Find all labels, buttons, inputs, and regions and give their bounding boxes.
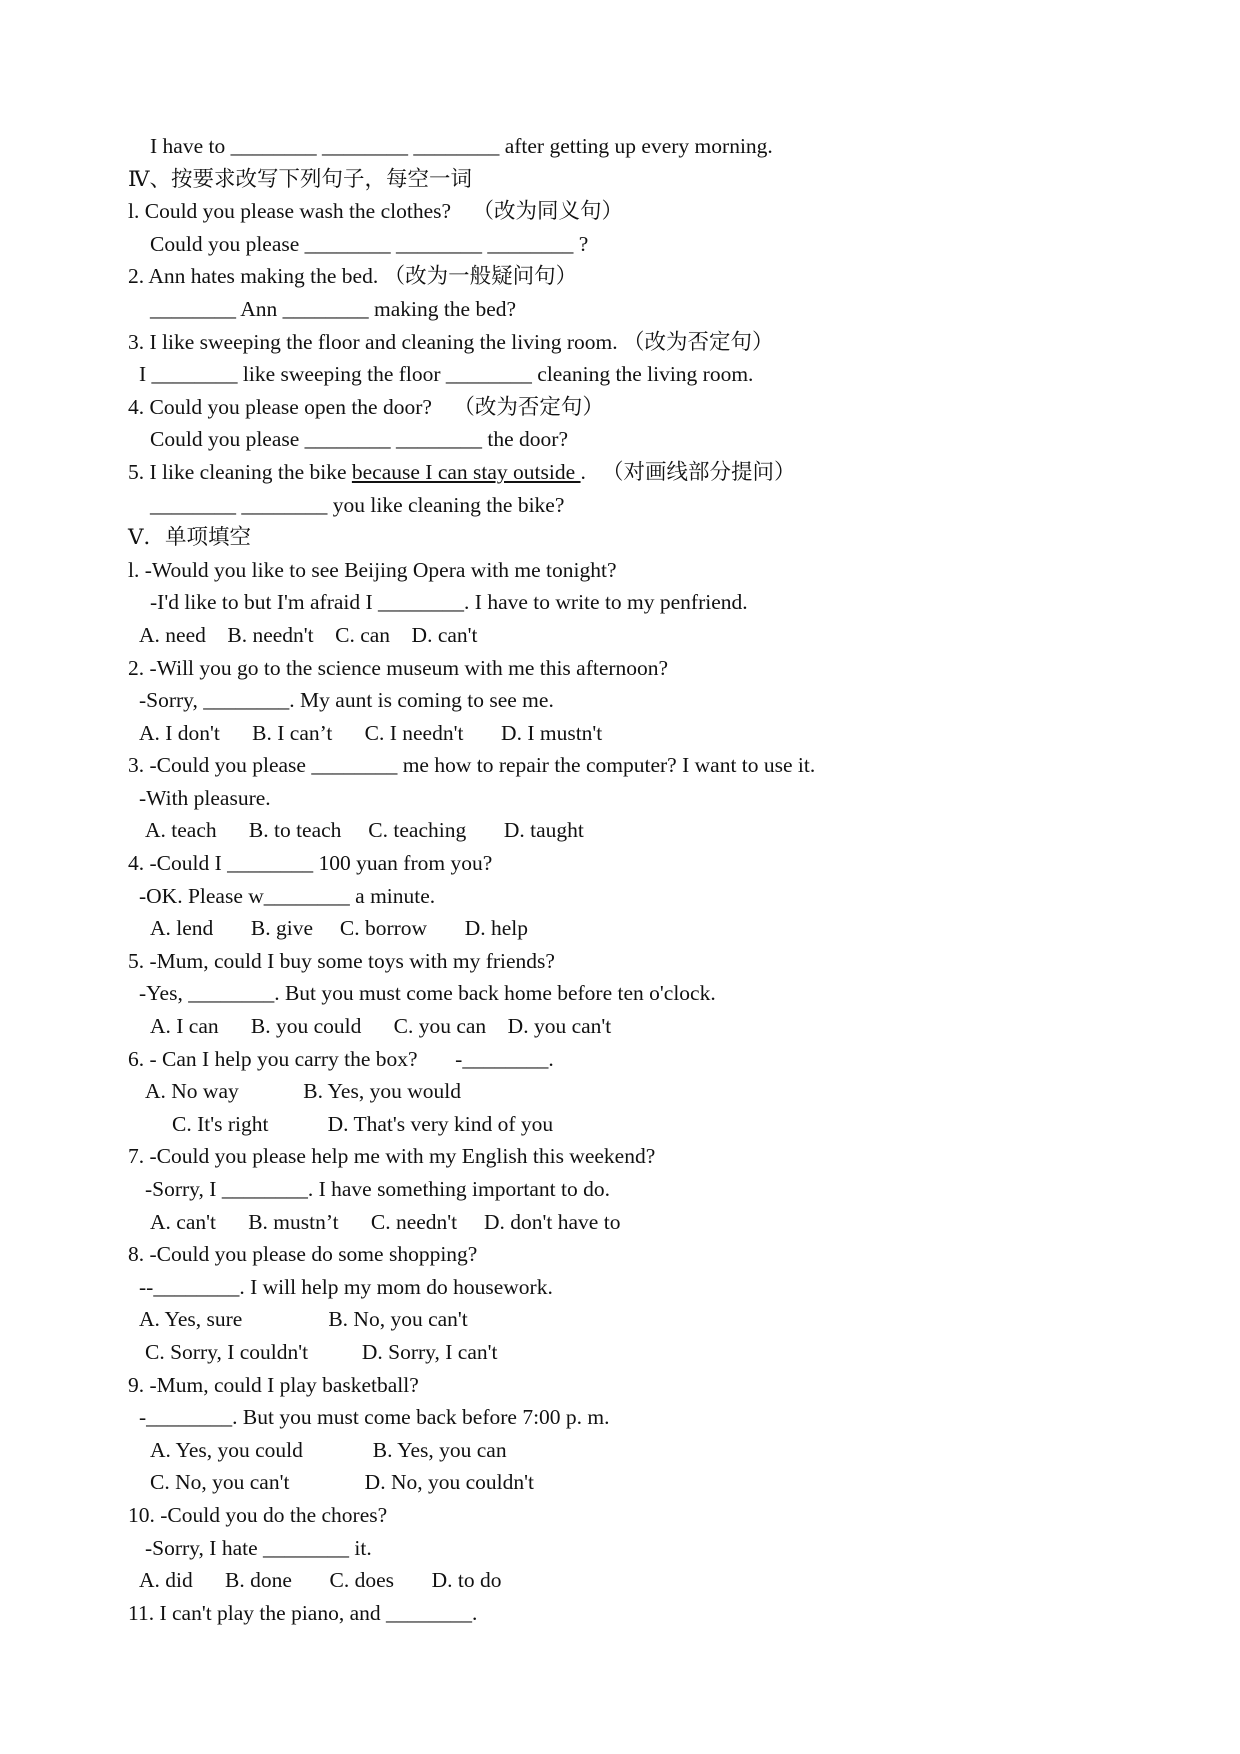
text-line-21: -With pleasure. — [139, 785, 271, 810]
text-line-19: A. I don't B. I can’t C. I needn't D. I mustn't — [139, 720, 603, 745]
text-line-34: A. can't B. mustn’t C. needn't D. don't have to — [150, 1209, 621, 1234]
text-line-8: I ________ like sweeping the floor ________ cleaning the living room. — [139, 362, 754, 387]
text-line-40: -________. But you must come back before 7:00 p. m. — [139, 1405, 610, 1430]
text-line-18: -Sorry, ________. My aunt is coming to see me. — [139, 688, 554, 713]
text-line-22: A. teach B. to teach C. teaching D. taught — [145, 818, 584, 843]
text-line-35: 8. -Could you please do some shopping? — [128, 1242, 478, 1267]
text-line-25: A. lend B. give C. borrow D. help — [150, 916, 529, 941]
text-line-24: -OK. Please w________ a minute. — [139, 883, 436, 908]
text-line-45: A. did B. done C. does D. to do — [139, 1568, 502, 1593]
text-line-39: 9. -Mum, could I play basketball? — [128, 1372, 419, 1397]
text-line-36: --________. I will help my mom do housework. — [139, 1274, 553, 1299]
text-line-13: Ⅴ．单项填空 — [128, 525, 252, 550]
text-line-segment: 5. I like cleaning the bike — [128, 459, 352, 484]
text-line-17: 2. -Will you go to the science museum with me this afternoon? — [128, 655, 669, 680]
text-line-27: -Yes, ________. But you must come back home before ten o'clock. — [139, 981, 716, 1006]
text-line-1: I have to ________ ________ ________ after getting up every morning. — [150, 134, 773, 158]
text-line-41: A. Yes, you could B. Yes, you can — [150, 1437, 507, 1462]
underlined-phrase: because I can stay outside — [351, 459, 581, 484]
text-line-42: C. No, you can't D. No, you couldn't — [150, 1470, 534, 1495]
text-line-15: -I'd like to but I'm afraid I ________. I have to write to my penfriend. — [150, 590, 748, 615]
text-line-3: l. Could you please wash the clothes? （改为同义句） — [128, 199, 624, 224]
text-line-46: 11. I can't play the piano, and ________. — [128, 1600, 478, 1625]
text-line-14: l. -Would you like to see Beijing Opera with me tonight? — [128, 557, 617, 582]
text-line-11 — [128, 456, 1128, 489]
text-line-32: 7. -Could you please help me with my English this weekend? — [128, 1144, 656, 1169]
text-line-10: Could you please ________ ________ the door? — [150, 427, 569, 452]
text-line-20: 3. -Could you please ________ me how to repair the computer? I want to use it. — [128, 753, 816, 778]
text-line-5: 2. Ann hates making the bed. （改为一般疑问句） — [128, 264, 578, 289]
text-line-28: A. I can B. you could C. you can D. you can't — [150, 1014, 612, 1039]
text-line-30: A. No way B. Yes, you would — [145, 1079, 461, 1104]
text-line-12: ________ ________ you like cleaning the bike? — [150, 492, 565, 517]
text-line-segment: . （对画线部分提问） — [580, 459, 796, 484]
text-line-23: 4. -Could I ________ 100 yuan from you? — [128, 851, 493, 876]
text-line-29: 6. - Can I help you carry the box? -________. — [128, 1046, 554, 1071]
text-line-4: Could you please ________ ________ ________ ? — [150, 231, 589, 256]
text-line-38: C. Sorry, I couldn't D. Sorry, I can't — [145, 1339, 498, 1364]
worksheet-body — [128, 130, 1128, 1629]
text-line-2: Ⅳ、按要求改写下列句子，每空一词 — [128, 166, 472, 191]
text-line-43: 10. -Could you do the chores? — [128, 1502, 388, 1527]
text-line-26: 5. -Mum, could I buy some toys with my friends? — [128, 948, 555, 973]
text-line-7: 3. I like sweeping the floor and cleaning the living room. （改为否定句） — [128, 329, 774, 354]
text-line-9: 4. Could you please open the door? （改为否定句） — [128, 394, 604, 419]
text-line-31: C. It's right D. That's very kind of you — [172, 1111, 554, 1136]
text-line-44: -Sorry, I hate ________ it. — [145, 1535, 372, 1560]
text-line-37: A. Yes, sure B. No, you can't — [139, 1307, 468, 1332]
text-line-6: ________ Ann ________ making the bed? — [150, 296, 517, 321]
text-line-16: A. need B. needn't C. can D. can't — [139, 622, 478, 647]
text-line-33: -Sorry, I ________. I have something important to do. — [145, 1177, 610, 1201]
